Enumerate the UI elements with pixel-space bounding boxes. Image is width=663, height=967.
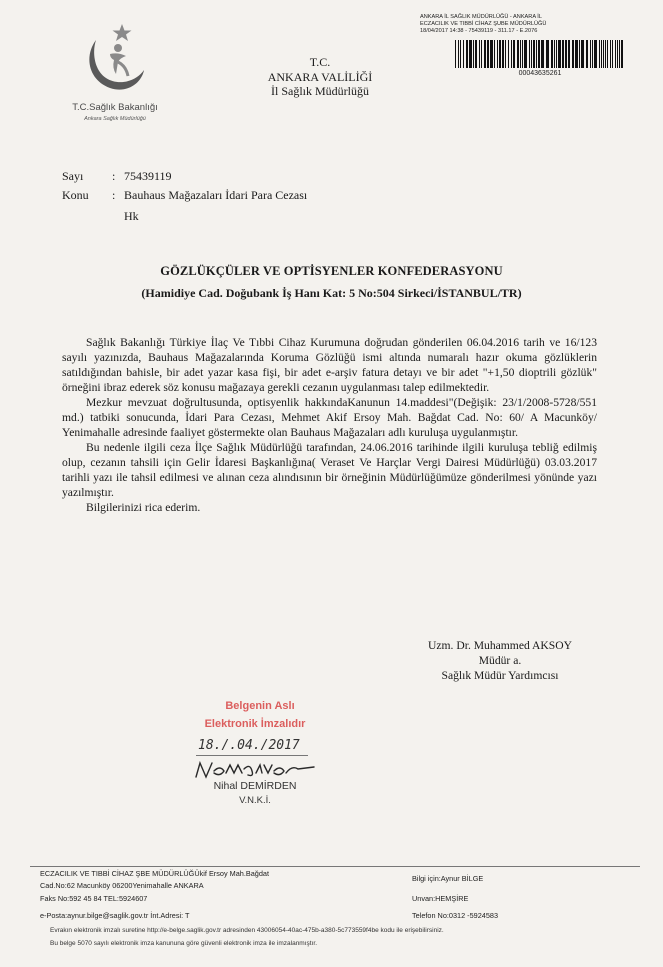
signer-title-1: Müdür a. — [478, 654, 522, 667]
footer-e-belge-note: Evrakın elektronik imzalı suretine http://e-belge.saglik.gov.tr adresinden 43006054-40ac-475b-a380-5c773559f4be kodu ile erişebilirsiniz. — [50, 927, 444, 934]
body-paragraph-3: Bu nedenle ilgili ceza İlçe Sağlık Müdürlüğü tarafından, 24.06.2016 tarihinde ilgili kuruluşa tebliğ edilmiş olup, cezanın tahsili için Gelir İdaresi Başkanlığına( Veraset Ve Harçlar Vergi Dairesi Müdürlüğü) 03.03.2017 tarihli yazı ile tahsil edilmesi ve alınan ceza alındısının bir örneğinin Müdürlüğümüze gönderilmesi yönünde yazı yazılmıştır. — [62, 441, 597, 499]
addressee-name: GÖZLÜKÇÜLER VE OPTİSYENLER KONFEDERASYONU — [160, 264, 503, 278]
barcode-line-1: ANKARA İL SAĞLIK MÜDÜRLÜĞÜ - ANKARA İL — [420, 14, 542, 20]
signer-title-2: Sağlık Müdür Yardımcısı — [441, 669, 559, 682]
header-mudurluk: İl Sağlık Müdürlüğü — [271, 84, 369, 98]
barcode-line-3: 18/04/2017 14:38 - 75439119 - 311.17 - E.2076 — [420, 28, 538, 34]
sayi-row: Sayı : 75439119 — [62, 169, 172, 183]
header-tc: T.C. — [309, 55, 331, 69]
footer-address-1: ECZACILIK VE TIBBİ CİHAZ ŞBE MÜDÜRLÜĞÜkif Ersoy Mah.Bağdat — [40, 869, 269, 878]
footer-email: e-Posta:aynur.bilge@saglik.gov.tr İnt.Adresi: T — [40, 911, 190, 920]
barcode-line-2: ECZACILIK VE TIBBİ CİHAZ ŞUBE MÜDÜRLÜĞÜ — [420, 21, 547, 27]
signer-name: Uzm. Dr. Muhammed AKSOY — [428, 639, 572, 652]
ministry-crescent-logo-icon — [82, 22, 146, 94]
sayi-label: Sayı — [62, 169, 84, 183]
barcode-info — [420, 14, 650, 35]
footer-fax-tel: Faks No:592 45 84 TEL:5924607 — [40, 894, 148, 903]
body-paragraph-2: Mezkur mevzuat doğrultusunda, optisyenlik hakkındaKanunun 14.maddesi"(Değişik: 23/1/2008-5728/551 md.) tatbiki sonucunda, İdari Para Cezası, Mehmet Akif Ersoy Mah. Bağdat Cad. No: 60/ A Macunköy/ Yenimahalle adresinde faaliyet göstermekte olan Bauhaus Mağazaları adlı kuruluşa uygulanmıştır. — [62, 396, 597, 439]
addressee-address: (Hamidiye Cad. Doğubank İş Hanı Kat: 5 No:504 Sirkeci/İSTANBUL/TR) — [141, 286, 522, 300]
logo-title: T.C.Sağlık Bakanlığı — [72, 102, 158, 113]
document-header — [250, 55, 390, 99]
barcode-number: 00043635261 — [518, 70, 562, 77]
logo-subtitle: Ankara Sağlık Müdürlüğü — [84, 116, 146, 122]
signature-block — [400, 638, 600, 683]
stamp-line-1: Belgenin Aslı — [225, 700, 295, 712]
stamp-date: 18./.04./2017 — [198, 738, 300, 753]
konu-value: Bauhaus Mağazaları İdari Para Cezası — [124, 188, 308, 202]
body-paragraph-4: Bilgilerinizi rica ederim. — [86, 501, 201, 514]
barcode-icon — [455, 40, 625, 68]
header-valilik: ANKARA VALİLİĞİ — [267, 69, 373, 84]
konu-row: Konu : Bauhaus Mağazaları İdari Para Cezası — [62, 188, 308, 202]
footer-address-2: Cad.No:62 Macunköy 06200Yenimahalle ANKARA — [40, 881, 204, 890]
konu-label: Konu — [62, 188, 89, 202]
footer-telefon: Telefon No:0312 -5924583 — [412, 911, 499, 920]
footer-divider — [30, 866, 640, 867]
sayi-value: 75439119 — [124, 169, 172, 183]
stamp-line-2: Elektronik İmzalıdır — [204, 718, 306, 730]
original-copy-stamp — [180, 700, 330, 730]
body-paragraph-1: Sağlık Bakanlığı Türkiye İlaç Ve Tıbbi Cihaz Kurumuna doğrudan gönderilen 06.04.2016 tarih ve 16/123 sayılı yazınızda, Bauhaus Mağazalarında Koruma Gözlüğü ismi altında numaralı hazır okuma gözlüklerin satıldığından bahisle, bir adet yazar kasa fişi, bir adet e-arşiv fatura detayı ve bir adet "+1,50 dioptrili gözlük" örneğini ibraz ederek söz konusu mağazaya gerekli cezanın uygulanması talep edilmektedir. — [62, 336, 597, 394]
stamp-vnk: V.N.K.İ. — [239, 795, 271, 806]
footer-info-contact: Bilgi için:Aynur BİLGE — [412, 874, 484, 883]
footer-imza-note: Bu belge 5070 sayılı elektronik imza kanununa göre güvenli elektronik imza ile imzalanmıştır. — [50, 940, 317, 947]
konu-value-cont: Hk — [124, 209, 139, 223]
letter-body — [62, 335, 597, 515]
stamp-signer-name: Nihal DEMİRDEN — [213, 780, 297, 792]
ministry-logo — [60, 22, 170, 132]
footer-unvan: Unvan:HEMŞİRE — [412, 894, 469, 903]
